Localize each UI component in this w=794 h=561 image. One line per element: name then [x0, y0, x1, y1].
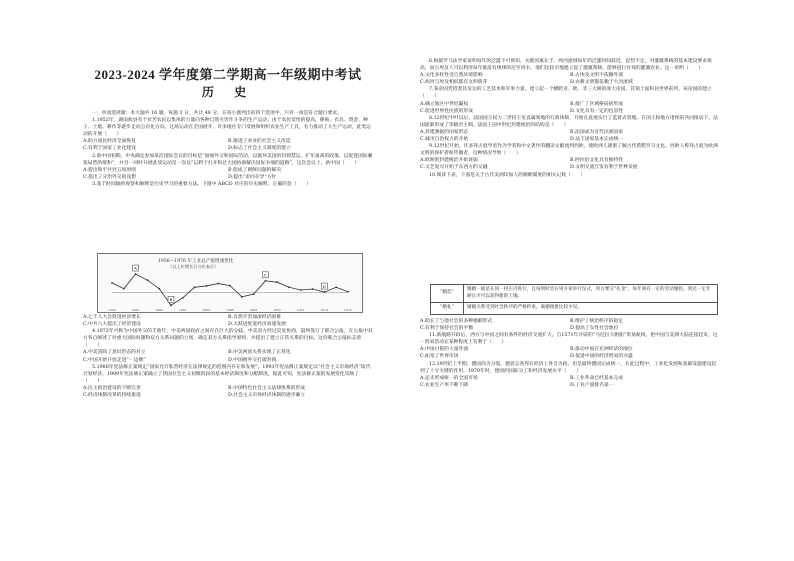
x-tick-label: 1970 — [273, 308, 281, 312]
option[interactable]: B.法国成为近代民族国家 — [570, 129, 624, 135]
question-6-options — [420, 72, 720, 86]
option[interactable]: B.中国特色社会主义法律体系的形成 — [228, 385, 306, 391]
table-header-cell: “婚礼” — [431, 303, 464, 315]
chart-svg — [98, 254, 362, 312]
data-point — [265, 280, 267, 282]
table-header-cell: “婚恋” — [431, 285, 464, 303]
data-point — [312, 288, 314, 290]
option[interactable]: C.两河与埃及相似都有文明萌芽 — [420, 80, 488, 86]
option[interactable]: B.阿拉伯文化具有独特性 — [570, 158, 624, 164]
option[interactable]: D.提高了女性社会地位 — [570, 326, 619, 332]
data-point — [123, 288, 125, 290]
data-point — [206, 285, 208, 287]
option[interactable]: A.确立地区中世纪霸权 — [420, 101, 469, 107]
annotation-label: A — [134, 265, 137, 271]
question-1-options — [83, 138, 373, 152]
data-point — [324, 291, 326, 293]
data-point — [182, 297, 184, 299]
x-tick-label: 1960 — [155, 308, 163, 312]
option[interactable]: B.中美两国关系实现了正常化 — [228, 350, 291, 356]
option[interactable]: D.文明交流互鉴有利于世界发展 — [570, 165, 638, 171]
question-9: 9.12世纪开始，许多拜占庭学者作为学者和中文著作的翻译文献流到西欧，使欧洲人逐渐了解古代希腊罗马文化。西欧人称拜占庭为欧洲文明的保护者和传播者。这种情况导致（ ） — [420, 144, 718, 157]
question-11-options — [420, 346, 720, 360]
option[interactable]: C.文艺复兴开始于东西方的交融 — [420, 165, 488, 171]
x-tick-label: 1974 — [320, 308, 329, 312]
x-tick-label: 1976 — [344, 308, 352, 312]
question-4: 4.1972年可称为中国外交的丰收年，中美两国政府之间存在巨大的分歧，中美双方经过反复协商，最终签订了联合公报，在公报中双方各自阐述了对重大国际问题和双方关系问题的立场，确定双方关系指导原则，并提出了建立正常关系的目标。这份联合公报标志着（ ） — [83, 329, 373, 349]
question-2-options — [83, 167, 373, 181]
table-cell: 婚姻一般是在同一村庄内进行，且每到时会在男方家举行仪式，男方要交“礼金”，每年须有一定的劳动服役，到达一定年龄后才可以获得新的土地。 — [464, 285, 718, 303]
data-point — [276, 281, 278, 283]
question-10: 10.阅读下表，下面是关于古代美洲印加人的婚姻制度的相关记载（ ） — [429, 172, 586, 178]
option[interactable]: A.中国白银的大量外流 — [420, 347, 469, 353]
option[interactable]: C.拓宽了世界市场 — [420, 354, 459, 360]
data-point — [300, 289, 302, 291]
option[interactable]: A.中美消除了意识形态的对立 — [83, 350, 146, 356]
question-4-options — [83, 349, 373, 363]
option[interactable]: C.有利于国家工业化建设 — [83, 146, 136, 152]
option[interactable]: C.农业生产率不断下降 — [420, 382, 469, 388]
question-11: 11.新航路开辟后，西方与中国之间有条件的经济交流扩大。自1571年开辟的“马尼拉大帆船”贸易航线，把中国与美洲大陆连接起来，这一贸易活动在某种程度上有利于（ ） — [420, 333, 718, 346]
subject-title: 历 史 — [201, 85, 255, 99]
option[interactable]: A.提出和平共处五项原则 — [83, 167, 136, 173]
option[interactable]: D.工业产量排名第一 — [570, 382, 614, 388]
data-point — [170, 304, 172, 306]
left-column-top — [83, 110, 373, 188]
option[interactable]: D.大跃进促进经济高速发展 — [228, 322, 286, 328]
question-9-options — [420, 157, 720, 171]
question-3: 3.基于时间轴的观察和解释是历史学习的重要方法。下图中 ABCD 对应的历史解释，正确的是（ ） — [92, 181, 311, 187]
question-8: 8.12世纪中叶以后，法国国王权力二世持王室直属领地的行政体制，开始在此地实行了监督式管理。在国王和地方诸侯的共同推动下，法国逐渐形成了等级君主制。法国王国中世纪封建统治的结构是（ ） — [420, 115, 718, 128]
right-column-top — [420, 58, 720, 179]
x-tick-label: 1958 — [131, 308, 140, 312]
data-point — [194, 286, 196, 288]
option[interactable]: D.社会主义市场经济体制的逐步确立 — [228, 393, 306, 399]
question-7: 7.某帝国凭借着其发达的工艺技术和军事力量，建立起一个横跨亚、欧、非三大洲的庞大帝国，其领土面积居世界前列。该帝国的建立（ ） — [420, 87, 712, 100]
exam-title: 2023-2024 学年度第二学期高一年级期中考试 — [94, 67, 362, 82]
option[interactable]: A.封建割据的国家形态 — [420, 129, 469, 135]
option[interactable]: B.推进了农业的社会主义改造 — [228, 139, 291, 145]
option[interactable]: B.推广了区域格局的形成 — [570, 101, 624, 107]
data-point — [158, 288, 160, 290]
question-5-options — [83, 385, 373, 399]
option[interactable]: C.有利于保持社会的平衡 — [420, 326, 473, 332]
question-2: 2.新中国初期，中央确定参加某次国际会议的目标是“加强外交和国际活动，以破坏美国的封锁禁运、扩军备战的政策，以促进国际紧张局势的缓和”，并另一同时开展此项运动是一次以“以利于打开和过大国协商解决国际争端的道路”，这次会议上，新中国（ ） — [83, 153, 373, 166]
data-point — [288, 286, 290, 288]
x-tick-label: 1962 — [178, 308, 187, 312]
option[interactable]: B.维护了统治秩序的稳定 — [570, 319, 624, 324]
question-10-options — [420, 318, 720, 332]
chart-title: 1956—1976 年工业总产值增速变化 — [158, 259, 234, 264]
table-row — [431, 303, 718, 315]
option[interactable]: A.文化多样性受自然环境影响 — [420, 73, 483, 79]
option[interactable]: D.标志了社会主义制度的建立 — [228, 146, 291, 152]
data-point — [147, 279, 149, 281]
option[interactable]: B.自然灾害加深经济困难 — [228, 315, 282, 320]
right-column-bottom — [420, 318, 720, 389]
option[interactable]: A.助力国民经济全面恢复 — [83, 139, 136, 145]
option[interactable]: C.城市自治权力的开始 — [420, 137, 469, 143]
option[interactable]: D.法王国家基本完成统一 — [570, 137, 624, 143]
option[interactable]: C.促进世界性民族的形成 — [420, 108, 473, 114]
option[interactable]: C.中国开始开放走进“一边倒” — [83, 357, 146, 363]
option[interactable]: D.提出“求同存异”方针 — [228, 174, 277, 180]
option[interactable]: D.中国被外交打破封锁 — [228, 357, 277, 363]
industry-growth-chart — [97, 253, 363, 313]
left-column-bottom — [83, 314, 373, 399]
data-point — [135, 273, 137, 275]
option[interactable]: C.提出了分治外交的设想 — [83, 174, 136, 180]
question-12-options — [420, 375, 720, 389]
option[interactable]: B.推动中国在亚洲经济的地位 — [570, 347, 633, 353]
question-5: 5.1988年宪法修正案规定“国家允许私营经济在法律规定的范围内存在和发展”，1993年宪法修正案规定以“社会主义市场经济”取代计划经济，1999年宪法修正案确立了我国社会主义初级阶段的基本经济制度和分配制度，据此可知，宪法修正案的发展变化反映了（ ） — [83, 364, 371, 384]
x-tick-label: 1968 — [249, 308, 258, 312]
option[interactable]: D.文化具有一定的包容性 — [570, 108, 624, 114]
annotation-label: B — [169, 297, 173, 303]
option[interactable]: B.古埃及文明不依赖外部 — [570, 73, 624, 79]
data-point — [347, 291, 349, 293]
instructions: 一、单项选择题：本大题共 16 题，每题 3 分，共计 48 分。在每小题列出的四个选项中，只有一项是符合题目要求。 — [92, 111, 342, 116]
x-tick-label: 1964 — [202, 308, 211, 312]
chart-subtitle: （以上年增长百分比表示） — [168, 264, 219, 269]
option[interactable]: A.还未形成统一的全国市场 — [420, 375, 478, 381]
question-12: 12.19世纪上半期，德国尚为分裂，德意志各邦在经济上各自为政，但是最终德国完成统一，在此过程中，工业化发展和基础设施建设起到了十分关键的作用，1870年时，德国的国际分工和经济发展水平（ ） — [420, 361, 717, 374]
question-6: 6.根据罗马法学家说明每年的泛滥不可预知，关键因素在于，两河流域每年的泛滥时间较迟，起势不定，对灌溉系统的基本建设要求很高，而古埃及人可以利用每年涨落有规律的尼罗河水，他们比较早地建立起了灌溉系统，能够进行有效的灌溉农业。这一说明（ ） — [420, 59, 712, 72]
data-point — [253, 293, 255, 295]
option[interactable]: D.促进中国的经济贸易的兴盛 — [570, 354, 633, 360]
data-point — [217, 283, 219, 285]
question-8-options — [420, 129, 720, 143]
data-point — [229, 285, 231, 287]
option[interactable]: A.助长了与他社会的多种婚姻形式 — [420, 319, 493, 324]
option[interactable]: A.七千人大会促进经济增长 — [83, 315, 141, 320]
question-1: 1.1952年，湖南攸县有个贫苦农民以集体的力量向各种自然灾害作斗争的生产运动；由于农民觉悟的提高，耕畜、农具、资金、种子、土地、耕作等逐步走向公有化方向。这场运动在全国展开，许多地区专门发展和组织农业生产工具，有力推动了大生产运动，此类运动的开展（ ） — [83, 118, 371, 138]
table-row — [431, 285, 718, 303]
data-point — [335, 286, 337, 288]
option[interactable]: B.工业革命已经基本完成 — [570, 375, 624, 381]
option[interactable]: C.经济体制改革的持续推进 — [83, 393, 141, 399]
marriage-table — [430, 284, 718, 315]
question-7-options — [420, 101, 720, 115]
option[interactable]: B.促成了朝鲜问题的解决 — [228, 167, 282, 173]
option[interactable]: A.欧洲的封建统治开始衰弱 — [420, 158, 478, 164]
data-point — [241, 296, 243, 298]
question-3-options — [83, 314, 373, 328]
x-tick-label: 1972 — [296, 308, 305, 312]
option[interactable]: A.民主政治建设的不断完善 — [83, 385, 141, 391]
option[interactable]: D.农耕文明都依赖于大河流域 — [570, 80, 633, 86]
annotation-label: C — [263, 272, 267, 278]
x-tick-label: 1956 — [108, 308, 116, 312]
table-cell: 婚姻关系受到社会秩序的严格约束，离婚现象比较少见。 — [464, 303, 718, 315]
x-tick-label: 1966 — [226, 308, 234, 312]
annotation-label: D — [322, 283, 327, 289]
option[interactable]: C.中共八大提出了经济建设 — [83, 322, 141, 328]
data-point — [111, 282, 113, 284]
